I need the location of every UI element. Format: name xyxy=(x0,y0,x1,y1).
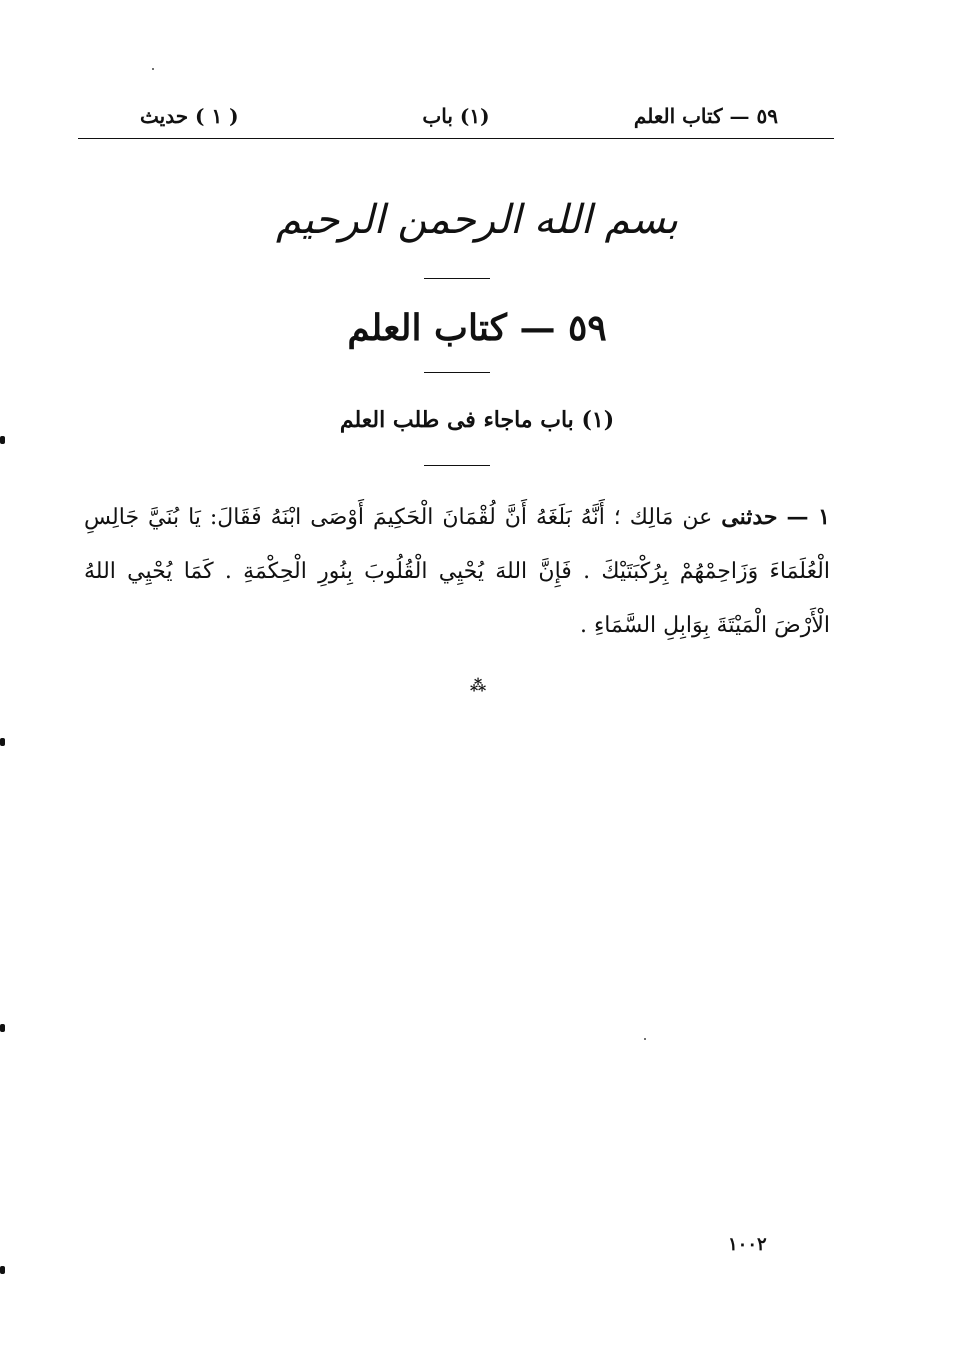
header-chapter: (١) باب xyxy=(422,104,490,128)
scan-mark xyxy=(0,436,5,444)
header-rule xyxy=(78,138,834,139)
scan-dot xyxy=(644,1038,646,1040)
book-title: ٥٩ — كتاب العلم xyxy=(347,307,607,349)
scan-mark xyxy=(0,1266,5,1274)
header-hadith: ( ١ ) حديث xyxy=(140,104,239,128)
hadith-opening: حدثنى xyxy=(721,504,778,530)
asterism-separator: ⁂ xyxy=(469,676,485,695)
divider-rule xyxy=(424,278,490,279)
hadith-paragraph xyxy=(84,490,830,653)
running-header xyxy=(78,96,834,138)
basmala: بسم الله الرحمن الرحيم xyxy=(275,197,679,243)
page-number: ١٠٠٢ xyxy=(728,1234,767,1255)
scan-mark xyxy=(0,1024,5,1032)
hadith-text: عن مَالِك ؛ أَنَّهُ بَلَغَهُ أَنَّ لُقْمَانَ الْحَكِيمَ أَوْصَى ابْنَهُ فَقَالَ: يَا بُنَيَّ جَالِسِ الْعُلَمَاءَ وَزَاحِمْهُمْ بِرُكْبَتَيْكَ . فَإِنَّ اللهَ يُحْيِي الْقُلُوبَ بِنُورِ الْحِكْمَةِ . كَمَا يُحْيِي اللهُ الْأَرْضَ الْمَيْتَةَ بِوَابِلِ السَّمَاءِ . xyxy=(84,505,830,638)
divider-rule xyxy=(424,465,490,466)
scan-mark xyxy=(0,738,5,746)
chapter-title: (١) باب ماجاء فى طلب العلم xyxy=(339,407,615,433)
scan-dot xyxy=(152,68,154,70)
header-book: ٥٩ — كتاب العلم xyxy=(633,104,778,128)
divider-rule xyxy=(424,372,490,373)
hadith-number: ١ — xyxy=(786,504,830,530)
